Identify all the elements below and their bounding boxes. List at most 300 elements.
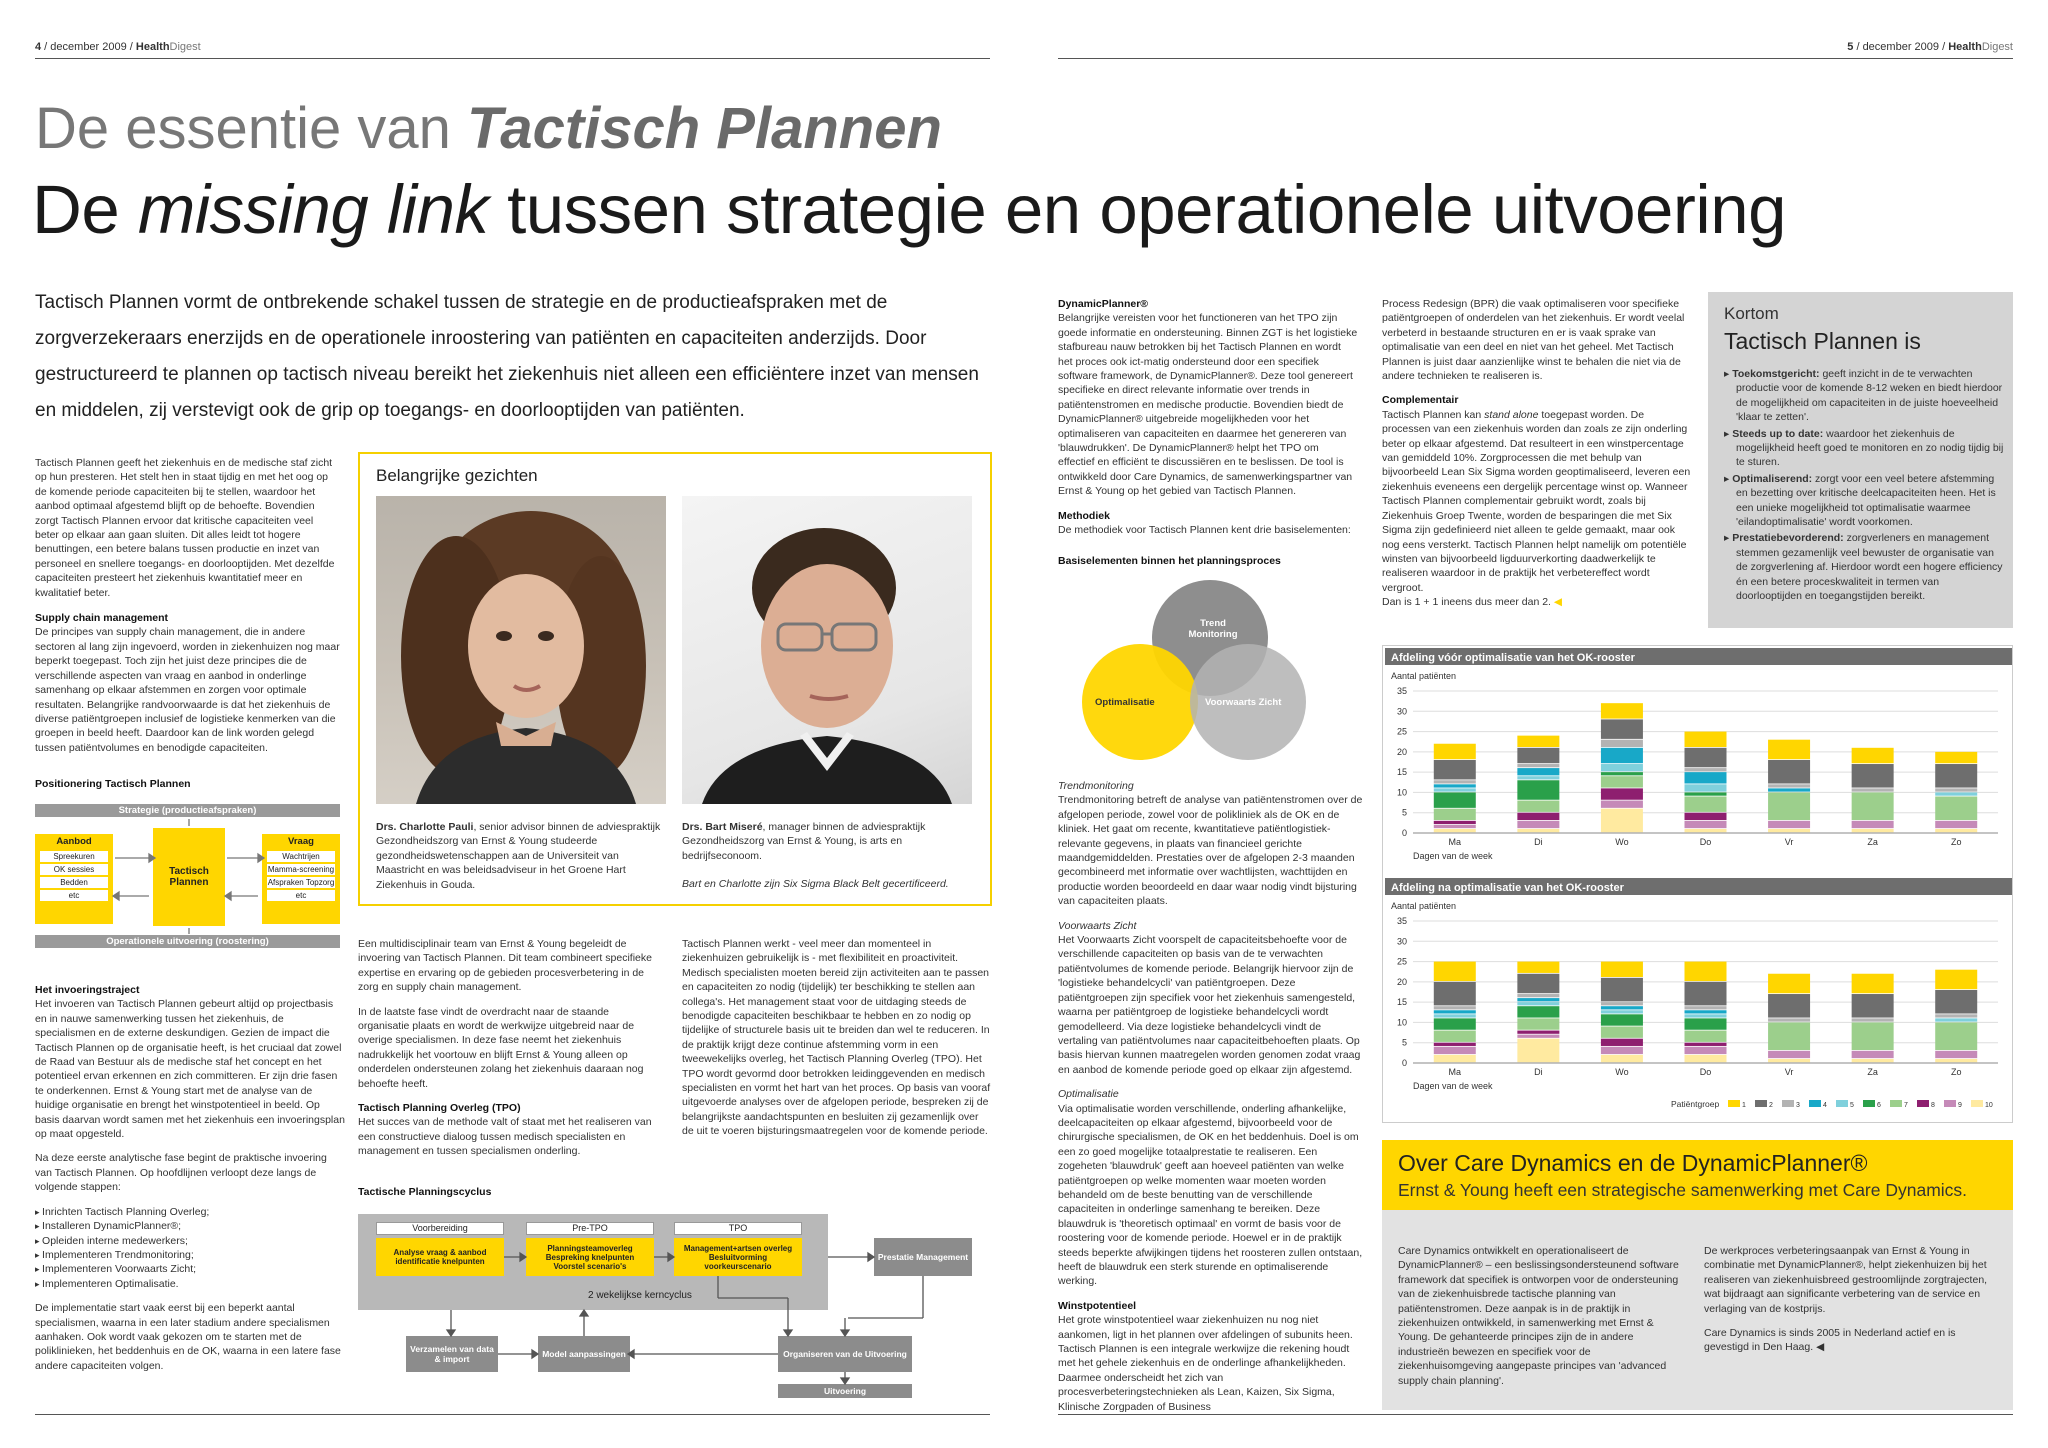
aanbod-item: Spreekuren	[40, 851, 108, 862]
y-tick-label: 30	[1396, 936, 1407, 947]
bar-segment	[1768, 1059, 1810, 1062]
vraag-item: Wachtrijen	[267, 851, 335, 862]
bar-segment	[1685, 962, 1727, 981]
bar-segment	[1434, 1055, 1476, 1062]
chart-title: Afdeling vóór optimalisatie van het OK-rooster	[1391, 652, 1635, 664]
legend-title: Patiëntgroep	[1671, 1099, 1720, 1109]
kortom-item-label: Toekomstgericht:	[1732, 368, 1820, 380]
bar-segment	[1768, 974, 1810, 993]
winst-heading: Winstpotentieel	[1058, 1299, 1137, 1312]
col1-p5: De implementatie start vaak eerst bij een beperkt aantal specialismen, waarna in een later stadium andere specialismen aanhaken. Ook wordt vaak gekozen om te starten met de poliklinieken, het beddenhuis en de OK, waarna in een latere fase andere capaciteiten volgen.	[35, 1302, 341, 1372]
bar-segment	[1517, 1035, 1559, 1038]
methodiek-heading: Methodiek	[1058, 509, 1110, 522]
legend-label: 2	[1769, 1102, 1773, 1109]
tm-heading: Trendmonitoring	[1058, 780, 1134, 792]
bar-segment	[1685, 813, 1727, 820]
x-tick-label: Ma	[1448, 837, 1462, 847]
legend-swatch	[1971, 1100, 1983, 1107]
bar-segment	[1768, 1051, 1810, 1058]
col1-p4: Na deze eerste analytische fase begint de praktische invoering van Tactisch Plannen. Op hoofdlijnen verloopt deze langs de volgende stappen:	[35, 1152, 327, 1194]
right-colA-top	[1058, 297, 1358, 568]
bar-segment	[1935, 990, 1977, 1014]
right-page-header: 5 / december 2009 / HealthDigest	[1847, 41, 2013, 53]
bar-segment	[1434, 825, 1476, 828]
x-tick-label: Wo	[1615, 1067, 1629, 1077]
bar-segment	[1768, 760, 1810, 784]
bar-segment	[1517, 1018, 1559, 1029]
kortom-item	[1724, 367, 2004, 425]
bar-segment	[1768, 784, 1810, 787]
positionering-diagram	[35, 778, 340, 953]
vz-paragraph: Het Voorwaarts Zicht voorspelt de capaciteitsbehoefte voor de verschillende capaciteiten op basis van de te verwachten patiëntvolumes de komende periode. Belangrijk hiervoor zijn de 'logistieke behandelcycli' van patiëntgroepen. Deze patiëntgroepen zijn specifiek voor het ziekenhuis samengesteld, waarna per patiëntgroep de logistieke behandelcycli wordt gemodelleerd. Via deze logistieke behandelcycli vindt de vertaling van patiëntvolumes naar capaciteitbehoeften plaats. Op basis hiervan kunnen maatregelen worden genomen zodat vraag en aanbod de komende periode goed op elkaar zijn afgestemd.	[1058, 934, 1361, 1076]
kortom-box	[1708, 292, 2013, 628]
bar-segment	[1434, 821, 1476, 824]
right-page-number: 5	[1847, 41, 1854, 53]
page-title-line1	[35, 95, 942, 162]
strategie-bar: Strategie (productieafspraken)	[35, 804, 340, 817]
bar-segment	[1434, 760, 1476, 779]
col2-h-tpo: Tactisch Planning Overleg (TPO)	[358, 1102, 521, 1115]
col2-p1: Een multidisciplinair team van Ernst & Young begeleidt de invoering van Tactisch Plannen. Dit team combineert specifieke expertise en ervaring op de gebieden procesverbetering in de zorg en supply chain management.	[358, 938, 652, 994]
legend-swatch	[1917, 1100, 1929, 1107]
bar-segment	[1517, 998, 1559, 1001]
vraag-label: Vraag	[288, 836, 314, 847]
positionering-arrows	[35, 778, 340, 953]
bar-segment	[1685, 772, 1727, 783]
care-col1: Care Dynamics ontwikkelt en operationaliseert de DynamicPlanner® – een beslissingsondersteunend software framework dat specifiek is ontworpen voor de ondersteuning van de ziekenhuisbrede tactische planning van patiëntenstromen. Deze aanpak is in de praktijk in ziekenhuizen ontwikkeld, in samenwerking met Ernst & Young. De gehanteerde principes zijn de in andere industrieën bewezen en specifiek voor de ziekenhuisomgeving aangepaste principes van 'advanced supply chain planning'.	[1398, 1245, 1679, 1387]
x-tick-label: Ma	[1448, 1067, 1462, 1077]
bar-segment	[1434, 744, 1476, 759]
x-tick-label: Za	[1867, 1067, 1878, 1077]
box-planningsteamoverleg: Planningsteamoverleg Bespreking knelpunten Voorstel scenario's	[526, 1238, 654, 1276]
complementair-end	[1382, 595, 1692, 609]
kortom-item-text: zorgverleners en management stemmen gezamenlijk veel bewuster de organisatie van de zorgverlening af. Hierdoor wordt een hogere efficiency én een betere proceskwaliteit in termen van doorlooptijden en toegangstijden bereikt.	[1736, 532, 2003, 603]
kortom-item	[1724, 472, 2004, 530]
faces-box	[358, 452, 992, 906]
bar-segment	[1434, 1014, 1476, 1017]
bar-segment	[1852, 994, 1894, 1018]
vz-heading: Voorwaarts Zicht	[1058, 919, 1137, 932]
cycle-title: Tactische Planningscyclus	[358, 1186, 492, 1198]
aanbod-item: etc	[40, 890, 108, 901]
bar-segment	[1517, 736, 1559, 747]
bar-segment	[1434, 982, 1476, 1006]
bar-segment	[1685, 796, 1727, 811]
vraag-item: etc	[267, 890, 335, 901]
intro-paragraph: Tactisch Plannen vormt de ontbrekende schakel tussen de strategie en de productieafspraken met de zorgverzekeraars enerzijds en de operationele inroostering van patiënten en capaciteiten anderzijds. Door gestructureerd te plannen op tactisch niveau bereikt het ziekenhuis niet alleen een efficiëntere inzet van mensen en middelen, zij verstevigt ook de grip op toegangs- en doorlooptijden van patiënten.	[35, 292, 979, 421]
bar-segment	[1852, 792, 1894, 820]
step-item: ▸ Implementeren Voorwaarts Zicht;	[35, 1262, 345, 1276]
y-tick-label: 0	[1401, 1058, 1407, 1068]
y-tick-label: 10	[1396, 1017, 1407, 1028]
charts-svg	[1383, 646, 2014, 1124]
bar-segment	[1685, 1006, 1727, 1009]
page-title-line2	[32, 170, 1786, 249]
y-tick-label: 20	[1396, 976, 1407, 987]
legend-label: 4	[1823, 1102, 1827, 1109]
bar-segment	[1517, 776, 1559, 779]
chart-xlabel: Dagen van de week	[1413, 851, 1493, 861]
legend-label: 3	[1796, 1102, 1800, 1109]
y-tick-label: 35	[1396, 916, 1407, 926]
bar-segment	[1852, 829, 1894, 832]
legend-swatch	[1863, 1100, 1875, 1107]
bar-segment	[1517, 1002, 1559, 1005]
bar-segment	[1601, 1047, 1643, 1054]
bar-segment	[1768, 1018, 1810, 1021]
title-light: De essentie van	[35, 96, 468, 161]
y-tick-label: 15	[1396, 997, 1407, 1008]
step-item: ▸ Inrichten Tactisch Planning Overleg;	[35, 1205, 345, 1219]
col1-text	[35, 456, 340, 755]
legend-swatch	[1755, 1100, 1767, 1107]
col1-h-invoering: Het invoeringstraject	[35, 984, 140, 996]
col3-p1: Tactisch Plannen werkt - veel meer dan momenteel in ziekenhuizen gebruikelijk is - met flexibiliteit en proactiviteit. Medisch specialisten moeten bereid zijn activiteiten aan te passen en capaciteiten zo nodig (tijdelijk) ter beschikking te stellen aan collega's. Het management staat voor de uitdaging steeds de benodigde capaciteiten beschikbaar te hebben en zo nodig op tijdelijke of structurele basis uit te breiden dan wel te reduceren. In de praktijk krijgt deze continue afstemming vorm in een tweewekelijks overleg, het Tactisch Planning Overleg (TPO). Het TPO wordt gevormd door betrokken leidinggevenden en medisch specialisten en vormt het hart van het proces. Op basis van vooraf uitgevoerde analyses over de afgelopen periode, bespreken zij de belangrijkste aandachtspunten en besluiten zij gezamenlijk over de uit te voeren bijsturingsmaatregelen voor de komende periode.	[682, 938, 991, 1138]
bar-segment	[1434, 788, 1476, 791]
comp-end: Dan is 1 + 1 ineens dus meer dan 2.	[1382, 596, 1551, 609]
photo-charlotte-pauli	[376, 496, 666, 804]
y-tick-label: 0	[1401, 828, 1407, 838]
kortom-item-label: Optimaliserend:	[1732, 472, 1813, 485]
bar-segment	[1935, 1022, 1977, 1050]
bar-segment	[1517, 764, 1559, 767]
care-subtitle: Ernst & Young heeft een strategische samenwerking met Care Dynamics.	[1398, 1180, 1968, 1200]
bar-segment	[1935, 792, 1977, 795]
title2-b: tussen strategie en operationele uitvoering	[488, 171, 1786, 248]
kortom-list	[1724, 367, 2004, 606]
right-colA-bottom	[1058, 779, 1363, 1414]
venn-label-optimalisatie: Optimalisatie	[1095, 697, 1155, 708]
bar-segment	[1768, 740, 1810, 759]
bar-segment	[1852, 1051, 1894, 1058]
step-item: ▸ Implementeren Optimalisatie.	[35, 1277, 345, 1291]
dp-heading: DynamicPlanner®	[1058, 298, 1149, 310]
bar-segment	[1685, 1031, 1727, 1042]
bar-segment	[1601, 962, 1643, 977]
legend-label: 1	[1742, 1102, 1746, 1109]
bar-segment	[1517, 974, 1559, 993]
bar-segment	[1434, 962, 1476, 981]
care-col2	[1704, 1244, 1999, 1355]
bar-segment	[1685, 748, 1727, 767]
step-item: ▸ Opleiden interne medewerkers;	[35, 1234, 345, 1248]
bar-segment	[1517, 780, 1559, 799]
opt-heading: Optimalisatie	[1058, 1088, 1119, 1101]
y-tick-label: 5	[1401, 807, 1407, 818]
bar-segment	[1685, 1014, 1727, 1017]
x-tick-label: Do	[1699, 1067, 1712, 1077]
care-title: Over Care Dynamics en de DynamicPlanner®	[1398, 1150, 1868, 1176]
brand-light: Digest	[169, 41, 201, 53]
bar-segment	[1517, 748, 1559, 763]
y-tick-label: 10	[1396, 787, 1407, 798]
right-date: december 2009	[1862, 41, 1940, 53]
col2-text	[358, 937, 663, 1159]
bullet-icon: ▸	[1724, 532, 1733, 545]
legend-label: 6	[1877, 1102, 1881, 1109]
bar-segment	[1768, 829, 1810, 832]
bar-segment	[1601, 1002, 1643, 1005]
chart-xlabel: Dagen van de week	[1413, 1081, 1493, 1091]
col2-p3: Het succes van de methode valt of staat met het realiseren van een constructieve dialoog tussen medisch specialisten en management en tussen specialismen onderling.	[358, 1116, 652, 1158]
bar-segment	[1935, 821, 1977, 828]
bar-segment	[1768, 788, 1810, 791]
bar-segment	[1434, 1043, 1476, 1046]
bar-segment	[1685, 1018, 1727, 1029]
bar-segment	[1685, 1055, 1727, 1062]
aanbod-item: Bedden	[40, 877, 108, 888]
bpr-paragraph: Process Redesign (BPR) die vaak optimaliseren voor specifieke patiëntgroepen of onderdelen van het ziekenhuis. Er wordt veelal verbeterd in bestaande structuren en er is vaak sprake van optimalisatie van een deel en niet van het geheel. Met Tactisch Plannen is juist daar aanzienlijke winst te behalen die niet via de andere technieken te realiseren is.	[1382, 298, 1685, 383]
bar-segment	[1935, 1018, 1977, 1021]
bar-segment	[1768, 821, 1810, 828]
bar-segment	[1434, 1006, 1476, 1009]
title-bold: Tactisch Plannen	[467, 96, 942, 161]
venn-label-voorwaarts: Voorwaarts Zicht	[1205, 697, 1282, 708]
venn-label-trend: Trend Monitoring	[1188, 618, 1238, 640]
bar-segment	[1601, 801, 1643, 808]
bar-segment	[1852, 1059, 1894, 1062]
care-end-marker-icon: ◀	[1816, 1341, 1825, 1354]
bar-segment	[1601, 764, 1643, 771]
care-col2b	[1704, 1326, 1999, 1355]
legend-swatch	[1728, 1100, 1740, 1107]
kortom-label: Kortom	[1724, 304, 1779, 323]
y-tick-label: 25	[1396, 956, 1407, 967]
brand-light-right: Digest	[1981, 41, 2013, 53]
bar-segment	[1852, 764, 1894, 788]
bullet-icon: ▸	[1724, 427, 1733, 440]
col1-p1: Tactisch Plannen geeft het ziekenhuis en de medische staf zicht op hun presteren. Het stelt hen in staat tijdig en met het oog op de komende periode capaciteiten bij te stellen, waardoor het aanbod optimaal afgestemd blijft op de behoefte. Bovendien zorgt Tactisch Plannen ervoor dat kritische capaciteiten veel beter op elkaar aan gaan sluiten. Dit alles leidt tot hogere benuttingen, een betere balans tussen productie en inzet van personeel en snellere toegangs- en doorlooptijden. Met dezelfde capaciteiten presteert het ziekenhuis kwantitatief meer en kwalitatief beter.	[35, 457, 335, 599]
kortom-item-label: Prestatiebevorderend:	[1732, 532, 1844, 545]
legend-label: 7	[1904, 1102, 1908, 1109]
bar-segment	[1935, 796, 1977, 820]
tactisch-plannen-label: Tactisch Plannen	[169, 866, 209, 888]
cycle-label: 2 wekelijkse kerncyclus	[588, 1290, 692, 1301]
left-page-number: 4	[35, 41, 42, 53]
bar-segment	[1685, 821, 1727, 828]
bar-segment	[1852, 1018, 1894, 1021]
methodiek-paragraph: De methodiek voor Tactisch Plannen kent drie basiselementen:	[1058, 524, 1351, 537]
venn-diagram	[1058, 580, 1358, 760]
x-tick-label: Zo	[1950, 1067, 1962, 1077]
bar-segment	[1601, 740, 1643, 747]
opt-paragraph: Via optimalisatie worden verschillende, onderling afhankelijke, deelcapaciteiten op elkaar afgestemd, bijvoorbeeld voor de chirurgische specialismen, de OK en het beddenhuis. Doel is om een zo goed mogelijke totaalprestatie te realiseren. Een zogeheten 'blauwdruk' geeft aan hoeveel patiënten van welke patiëntgroepen op welke momenten waar moeten worden behandeld om de beste benutting van de verschillende capaciteiten in onderlinge samenhang te bereiken. Deze blauwdruk is 'theoretisch optimaal' en vormt de basis voor de roostering voor de komende periode. Hoewel er in de praktijk steeds beperkte afwijkingen tijdens het roosteren zullen ontstaan, heeft de blauwdruk een sterk sturende en optimaliserende werking.	[1058, 1102, 1363, 1288]
faces-note: Bart en Charlotte zijn Six Sigma Black Belt gecertificeerd.	[682, 878, 949, 891]
text-charlotte: , senior advisor binnen de adviespraktijk Gezondheidszorg van Ernst & Young studeerde gezondheidswetenschappen aan de Universiteit van Maastricht en was beleidsadviseur in het Groene Hart Ziekenhuis in Gouda.	[376, 821, 661, 891]
bar-segment	[1852, 788, 1894, 791]
aanbod-label: Aanbod	[56, 836, 92, 847]
bar-segment	[1434, 809, 1476, 820]
bar-segment	[1852, 821, 1894, 828]
box-prestatie-management: Prestatie Management	[874, 1238, 972, 1276]
box-analyse: Analyse vraag & aanbod identificatie knelpunten	[376, 1238, 504, 1276]
right-colB	[1382, 297, 1692, 610]
care-dynamics-box	[1382, 1140, 2013, 1410]
bar-segment	[1768, 994, 1810, 1018]
title2-italic: missing link	[137, 171, 489, 248]
bar-segment	[1935, 752, 1977, 763]
kortom-item-text: zorgt voor een veel betere afstemming en bezetting over kritische deelcapaciteiten heen. Het is een unieke mogelijkheid tot optimalisatie waarmee 'eilandoptimalisatie' wordt voorkomen.	[1736, 472, 1996, 529]
text-bart: , manager binnen de adviespraktijk Gezondheidszorg van Ernst & Young, is arts en bedrijfseconoom.	[682, 821, 926, 862]
bar-segment	[1685, 1010, 1727, 1013]
x-tick-label: Vr	[1784, 837, 1794, 847]
name-charlotte: Drs. Charlotte Pauli	[376, 821, 474, 833]
box-verzamelen-data: Verzamelen van data & import	[406, 1336, 498, 1372]
box-model-aanpassingen: Model aanpassingen	[538, 1336, 630, 1372]
bar-segment	[1434, 829, 1476, 832]
bar-segment	[1601, 772, 1643, 775]
bar-segment	[1852, 748, 1894, 763]
comp-italic: stand alone	[1484, 408, 1539, 421]
x-tick-label: Wo	[1615, 837, 1629, 847]
vraag-item: Afspraken Topzorg	[267, 878, 335, 887]
bar-segment	[1685, 784, 1727, 791]
bar-segment	[1935, 1014, 1977, 1017]
faces-title: Belangrijke gezichten	[376, 466, 538, 485]
y-tick-label: 30	[1396, 706, 1407, 717]
bar-segment	[1517, 994, 1559, 997]
bullet-icon: ▸	[1724, 368, 1733, 380]
name-bart: Drs. Bart Miseré	[682, 821, 763, 833]
bar-segment	[1601, 809, 1643, 833]
legend-swatch	[1836, 1100, 1848, 1107]
chart-title: Afdeling na optimalisatie van het OK-rooster	[1391, 882, 1624, 894]
legend-label: 5	[1850, 1102, 1854, 1109]
chart-ylabel: Aantal patiënten	[1391, 671, 1457, 681]
care-col2a: De werkproces verbeteringsaanpak van Ernst & Young in combinatie met DynamicPlanner®, helpt ziekenhuizen bij het realiseren van ziekenhuisbreed gestroomlijnde zorgtrajecten, wat bijdraagt aan significante verbetering van de service en verlaging van de kostprijs.	[1704, 1245, 1988, 1315]
title2-a: De	[32, 171, 138, 248]
step-item: ▸ Installeren DynamicPlanner®;	[35, 1219, 345, 1233]
bar-segment	[1935, 1059, 1977, 1062]
left-date: december 2009	[50, 41, 127, 53]
operationele-bar: Operationele uitvoering (roostering)	[35, 935, 340, 948]
x-tick-label: Di	[1534, 1067, 1543, 1077]
legend-swatch	[1944, 1100, 1956, 1107]
y-tick-label: 25	[1396, 726, 1407, 737]
col1-p3: Het invoeren van Tactisch Plannen gebeurt altijd op projectbasis en in nauwe samenwerking tussen het ziekenhuis, de specialismen en de externe deskundigen. Gezien de impact die Tactisch Plannen op de organisatie heeft, is het cruciaal dat zowel de Raad van Bestuur als de medische staf het concept en het potentieel ervan erkennen en zich committeren. Er zijn drie fasen te onderkennen. Ernst & Young start met de analyse van de huidige organisatie en brengt het winstpotentieel in beeld. Op basis daarvan wordt samen met het ziekenhuis een invoeringsplan op maat opgesteld.	[35, 998, 345, 1141]
bar-segment	[1768, 792, 1810, 820]
x-tick-label: Do	[1699, 837, 1712, 847]
bar-segment	[1685, 768, 1727, 771]
legend-label: 9	[1958, 1102, 1962, 1109]
bar-segment	[1434, 792, 1476, 807]
bar-segment	[1517, 829, 1559, 832]
y-tick-label: 35	[1396, 686, 1407, 696]
x-tick-label: Za	[1867, 837, 1878, 847]
kortom-item	[1724, 427, 2004, 470]
col1-bottom-text	[35, 983, 345, 1373]
bar-segment	[1601, 1055, 1643, 1062]
bar-segment	[1434, 1047, 1476, 1054]
end-marker-icon: ◀	[1553, 596, 1562, 609]
winst-paragraph: Het grote winstpotentieel waar ziekenhuizen nu nog niet aankomen, ligt in het plannen over afdelingen of subunits heen. Tactisch Plannen is een integrale werkwijze die rekening houdt met het gehele ziekenhuis en de onderlinge afhankelijkheden. Daarmee onderscheidt het zich van procesverbeteringstechnieken als Lean, Kaizen, Six Sigma, Klinische Zorgpaden of Business	[1058, 1314, 1353, 1413]
left-page-header: 4 / december 2009 / HealthDigest	[35, 41, 201, 53]
box-uitvoering: Uitvoering	[778, 1384, 912, 1398]
x-tick-label: Vr	[1784, 1067, 1794, 1077]
bar-segment	[1935, 1051, 1977, 1058]
bar-segment	[1517, 1006, 1559, 1017]
bar-segment	[1434, 1018, 1476, 1029]
bar-segment	[1601, 1010, 1643, 1013]
brand-bold-right: Health	[1948, 41, 1982, 53]
kortom-item	[1724, 531, 2004, 603]
comp-a: Tactisch Plannen kan	[1382, 408, 1485, 421]
caption-charlotte	[376, 820, 666, 892]
bar-segment	[1852, 974, 1894, 993]
bar-segment	[1601, 1014, 1643, 1025]
phase-tpo: TPO	[674, 1222, 802, 1235]
legend-label: 8	[1931, 1102, 1935, 1109]
kortom-item-text: geeft inzicht in de te verwachten productie voor de komende 8-12 weken en biedt hierdoor de mogelijkheid om capaciteiten in de juiste hoeveelheid 'klaar te zetten'.	[1736, 368, 2003, 424]
kortom-title: Tactisch Plannen is	[1724, 328, 1921, 354]
bar-segment	[1601, 978, 1643, 1002]
vraag-item: Mamma-screening	[267, 865, 335, 874]
photo-bart-misere	[682, 496, 972, 804]
bar-segment	[1685, 829, 1727, 832]
bar-segment	[1517, 821, 1559, 828]
dp-paragraph: Belangrijke vereisten voor het functioneren van het TPO zijn goede informatie en ondersteuning. Binnen ZGT is het logistieke stafbureau nauw betrokken bij het Tactisch Plannen en wordt het proces ook ict-matig ondersteund door een specifiek software framework, de DynamicPlanner®. Deze tool genereert specifieke en direct relevante informatie over trends in patiëntenstromen en medische productie. Bovendien biedt de DynamicPlanner® uitgebreide mogelijkheden voor het optimaliseren van capaciteiten en daarmee het genereren van 'blauwdrukken'. De DynamicPlanner® helpt het TPO om effectief en efficiënt te discussiëren en te beslissen. De tool is ontwikkeld door Care Dynamics, de samenwerkingspartner van Ernst & Young op het gebied van Tactisch Plannen.	[1058, 312, 1358, 498]
bar-segment	[1517, 1031, 1559, 1034]
bar-segment	[1685, 792, 1727, 795]
bar-segment	[1935, 764, 1977, 788]
bar-segment	[1517, 768, 1559, 775]
step-item: ▸ Implementeren Trendmonitoring;	[35, 1248, 345, 1262]
bar-segment	[1517, 962, 1559, 973]
comp-b: toegepast worden. De processen van een ziekenhuis worden dan zoals ze zijn onderling beter op elkaar afgestemd. Dat resulteert in een winstpercentage van gemiddeld 10%. Zorgprocessen die met behulp van bijvoorbeeld Lean Six Sigma worden geoptimaliseerd, leveren een ziekenhuis eveneens een dergelijk percentage winst op. Wanneer Tactisch Plannen complementair gebruikt wordt, zoals bij Ziekenhuis Groep Twente, worden de besparingen die met Six Sigma zijn gedefinieerd niet alleen te gelde gemaakt, maar ook nog eens versterkt. Tactisch Plannen helpt namelijk om potentiële winsten van bijvoorbeeld ligduurverkorting daadwerkelijk te realiseren waardoor in de praktijk het verbetereffect wordt vergroot.	[1382, 408, 1691, 594]
bar-segment	[1685, 982, 1727, 1006]
bar-segment	[1434, 780, 1476, 783]
bar-segment	[1517, 813, 1559, 820]
bar-segment	[1434, 1010, 1476, 1013]
kortom-item-text: waardoor het ziekenhuis de mogelijkheid heeft goed te monitoren en zo nodig tijdig bij te sturen.	[1736, 427, 2004, 469]
positionering-title: Positionering Tactisch Plannen	[35, 778, 191, 790]
legend-label: 10	[1985, 1102, 1993, 1109]
cycle-arrows	[358, 1186, 992, 1404]
bar-segment	[1601, 776, 1643, 787]
bar-segment	[1935, 970, 1977, 989]
bar-segment	[1685, 1043, 1727, 1046]
kortom-item-label: Steeds up to date:	[1732, 427, 1824, 440]
col1-h-supply: Supply chain management	[35, 612, 169, 625]
chart-ylabel: Aantal patiënten	[1391, 901, 1457, 911]
aanbod-item: OK sessies	[40, 864, 108, 875]
bar-segment	[1517, 801, 1559, 812]
complementair-heading: Complementair	[1382, 394, 1459, 407]
bar-segment	[1601, 1006, 1643, 1009]
y-tick-label: 20	[1396, 746, 1407, 757]
tm-paragraph: Trendmonitoring betreft de analyse van patiëntenstromen over de afgelopen periode, zowel voor de polikliniek als de OK en de kliniek. Het gaat om recente, kwantitatieve patiëntlogistiek-relevante gegevens, in plaats van financieel gerichte maandgemiddelden. Prestaties over de afgelopen 2-3 maanden gecombineerd met informatie over wachtlijsten, wachttijden en productie worden beoordeeld en daar waar nodig vindt bijsturing van capaciteiten plaats.	[1058, 794, 1363, 908]
box-management-overleg: Management+artsen overleg Besluitvorming voorkeurscenario	[674, 1238, 802, 1276]
bar-segment	[1852, 1022, 1894, 1050]
x-tick-label: Di	[1534, 837, 1543, 847]
legend-swatch	[1809, 1100, 1821, 1107]
bar-segment	[1601, 719, 1643, 738]
charts-box	[1382, 645, 2013, 1123]
bar-segment	[1517, 1039, 1559, 1063]
bar-segment	[1601, 703, 1643, 718]
legend-swatch	[1890, 1100, 1902, 1107]
bar-segment	[1601, 748, 1643, 763]
care-col2b-text: Care Dynamics is sinds 2005 in Nederland actief en is gevestigd in Den Haag.	[1704, 1327, 1956, 1354]
x-tick-label: Zo	[1950, 837, 1962, 847]
box-organiseren-uitvoering: Organiseren van de Uitvoering	[778, 1336, 912, 1372]
y-tick-label: 15	[1396, 767, 1407, 778]
bar-segment	[1685, 732, 1727, 747]
bar-segment	[1601, 788, 1643, 799]
col1-p2: De principes van supply chain management, die in andere sectoren al lang zijn ingevoerd, worden in ziekenhuizen nog maar beperkt toegepast. Toch zijn het juist deze principes die de verschillende aspecten van vraag en aanbod in onderlinge samenhang op elkaar afstemmen en zorgen voor optimale resultaten. Belangrijke randvoorwaarde is dat het ziekenhuis de diverse patiëntgroepen inclusief de logistieke kenmerken van die groepen in beeld heeft. Daardoor kan de link worden gelegd tussen patiëntvolumes en benodigde capaciteiten.	[35, 626, 340, 754]
col3-text	[682, 937, 992, 1139]
bar-segment	[1601, 1039, 1643, 1046]
